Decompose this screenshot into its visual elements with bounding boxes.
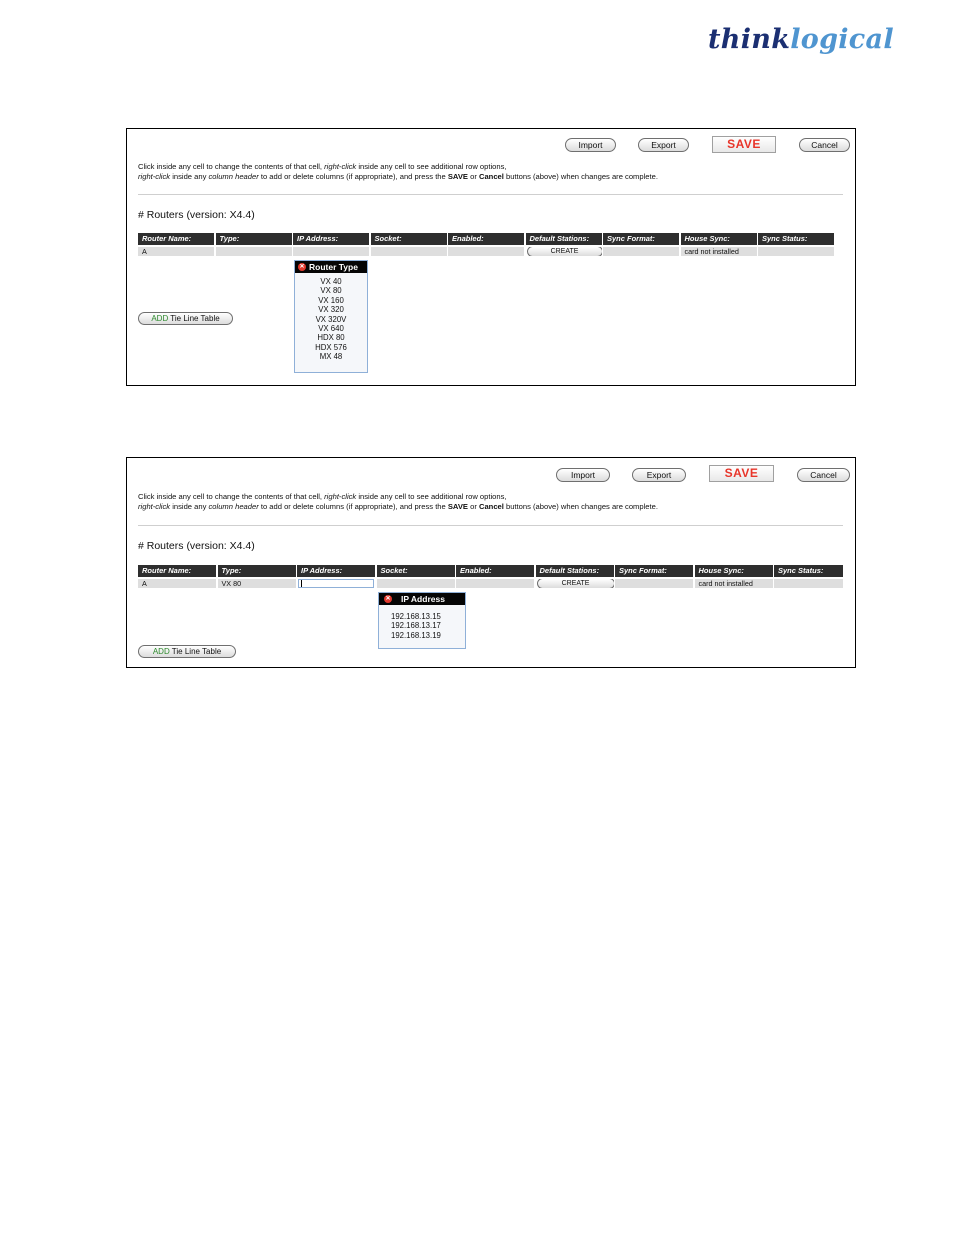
router-config-panel-type-select — [126, 128, 856, 386]
import-button[interactable]: Import — [556, 468, 610, 482]
column-header-house-sync[interactable]: House Sync: — [681, 233, 757, 245]
list-item[interactable]: VX 80 — [320, 286, 342, 296]
add-label: ADD — [151, 314, 169, 323]
save-button[interactable]: SAVE — [712, 136, 776, 153]
cell-sync-status[interactable] — [774, 579, 843, 588]
instructions-text: Click inside any cell to change the contents of that cell, right-click inside any cell to see additional row options, right-click inside any column header to add or delete columns (if appropriate), and press the SAVE or Cancel buttons (above) when changes are complete. — [138, 492, 658, 511]
routers-section-title: # Routers (version: X4.4) — [138, 540, 255, 552]
list-item[interactable]: HDX 576 — [315, 342, 347, 352]
cancel-button[interactable]: Cancel — [797, 468, 850, 482]
cell-enabled[interactable] — [448, 247, 524, 256]
list-item[interactable]: VX 160 — [318, 295, 344, 305]
router-config-panel-ip-select — [126, 457, 856, 668]
column-header-router-name[interactable]: Router Name: — [138, 565, 216, 577]
column-header-enabled[interactable]: Enabled: — [448, 233, 524, 245]
popup-header — [295, 261, 367, 273]
list-item[interactable]: MX 48 — [319, 352, 343, 362]
list-item[interactable]: VX 40 — [320, 277, 342, 286]
column-header-house-sync[interactable]: House Sync: — [695, 565, 773, 577]
column-header-router-name[interactable]: Router Name: — [138, 233, 214, 245]
save-button[interactable]: SAVE — [709, 465, 774, 482]
column-header-socket[interactable]: Socket: — [377, 565, 455, 577]
column-header-ip-address[interactable]: IP Address: — [293, 233, 369, 245]
cell-socket[interactable] — [377, 579, 455, 588]
export-button[interactable]: Export — [632, 468, 686, 482]
column-header-enabled[interactable]: Enabled: — [456, 565, 534, 577]
cell-sync-format[interactable] — [603, 247, 679, 256]
logo-think-text: think — [708, 24, 791, 55]
cell-default-stations — [536, 579, 614, 588]
close-icon[interactable]: ✕ — [385, 596, 391, 602]
divider — [138, 194, 843, 195]
cell-enabled[interactable] — [456, 579, 534, 588]
ip-address-list — [379, 605, 465, 640]
divider — [138, 525, 843, 526]
add-tie-line-table-button[interactable] — [138, 312, 233, 325]
tie-line-table-label: Tie Line Table — [169, 647, 222, 656]
add-label: ADD — [152, 647, 170, 656]
cancel-button[interactable]: Cancel — [799, 138, 850, 152]
routers-table-header — [138, 233, 836, 245]
tie-line-table-label: Tie Line Table — [168, 314, 220, 323]
cell-ip-address[interactable] — [293, 247, 369, 256]
column-header-ip-address[interactable]: IP Address: — [297, 565, 375, 577]
list-item[interactable]: 192.168.13.15 — [391, 612, 441, 621]
cell-socket[interactable] — [371, 247, 447, 256]
table-row — [138, 579, 845, 588]
column-header-sync-format[interactable]: Sync Format: — [603, 233, 679, 245]
export-button[interactable]: Export — [638, 138, 689, 152]
logo-logical-text: logical — [790, 24, 894, 55]
column-header-sync-status[interactable]: Sync Status: — [758, 233, 834, 245]
column-header-type[interactable]: Type: — [218, 565, 296, 577]
column-header-default-stations[interactable]: Default Stations: — [526, 233, 602, 245]
list-item[interactable]: VX 640 — [318, 324, 344, 334]
cell-type[interactable] — [216, 247, 292, 256]
column-header-default-stations[interactable]: Default Stations: — [536, 565, 614, 577]
popup-header — [379, 593, 465, 605]
column-header-type[interactable]: Type: — [216, 233, 292, 245]
create-stations-button[interactable]: CREATE — [537, 579, 614, 588]
table-row — [138, 247, 836, 256]
cell-router-name[interactable]: A — [138, 579, 216, 588]
column-header-sync-format[interactable]: Sync Format: — [615, 565, 693, 577]
list-item[interactable]: VX 320V — [315, 314, 347, 324]
list-item[interactable]: 192.168.13.17 — [391, 621, 441, 631]
cell-ip-address — [297, 579, 375, 588]
cell-type[interactable]: VX 80 — [218, 579, 296, 588]
list-item[interactable]: HDX 80 — [317, 333, 345, 343]
cell-sync-format[interactable] — [615, 579, 693, 588]
column-header-socket[interactable]: Socket: — [371, 233, 447, 245]
list-item[interactable]: VX 320 — [318, 305, 344, 315]
popup-title: IP Address — [401, 594, 445, 604]
thinklogical-logo — [708, 24, 894, 55]
close-icon[interactable]: ✕ — [299, 264, 305, 270]
cell-sync-status[interactable] — [758, 247, 834, 256]
text-caret — [301, 580, 302, 587]
popup-title: Router Type — [309, 262, 358, 272]
router-type-popup — [294, 260, 368, 373]
routers-section-title: # Routers (version: X4.4) — [138, 209, 255, 221]
cell-router-name[interactable]: A — [138, 247, 214, 256]
ip-address-popup — [378, 592, 466, 649]
import-button[interactable]: Import — [565, 138, 616, 152]
routers-table-header — [138, 565, 845, 577]
column-header-sync-status[interactable]: Sync Status: — [774, 565, 843, 577]
cell-house-sync[interactable]: card not installed — [681, 247, 757, 256]
instructions-text: Click inside any cell to change the contents of that cell, right-click inside any cell to see additional row options, right-click inside any column header to add or delete columns (if appropriate), and press the SAVE or Cancel buttons (above) when changes are complete. — [138, 162, 658, 181]
create-stations-button[interactable]: CREATE — [527, 247, 602, 256]
ip-address-input[interactable] — [298, 579, 374, 588]
add-tie-line-table-button[interactable] — [138, 645, 236, 658]
cell-default-stations — [526, 247, 602, 256]
router-type-list — [295, 273, 367, 362]
cell-house-sync[interactable]: card not installed — [695, 579, 773, 588]
list-item[interactable]: 192.168.13.19 — [391, 630, 441, 640]
